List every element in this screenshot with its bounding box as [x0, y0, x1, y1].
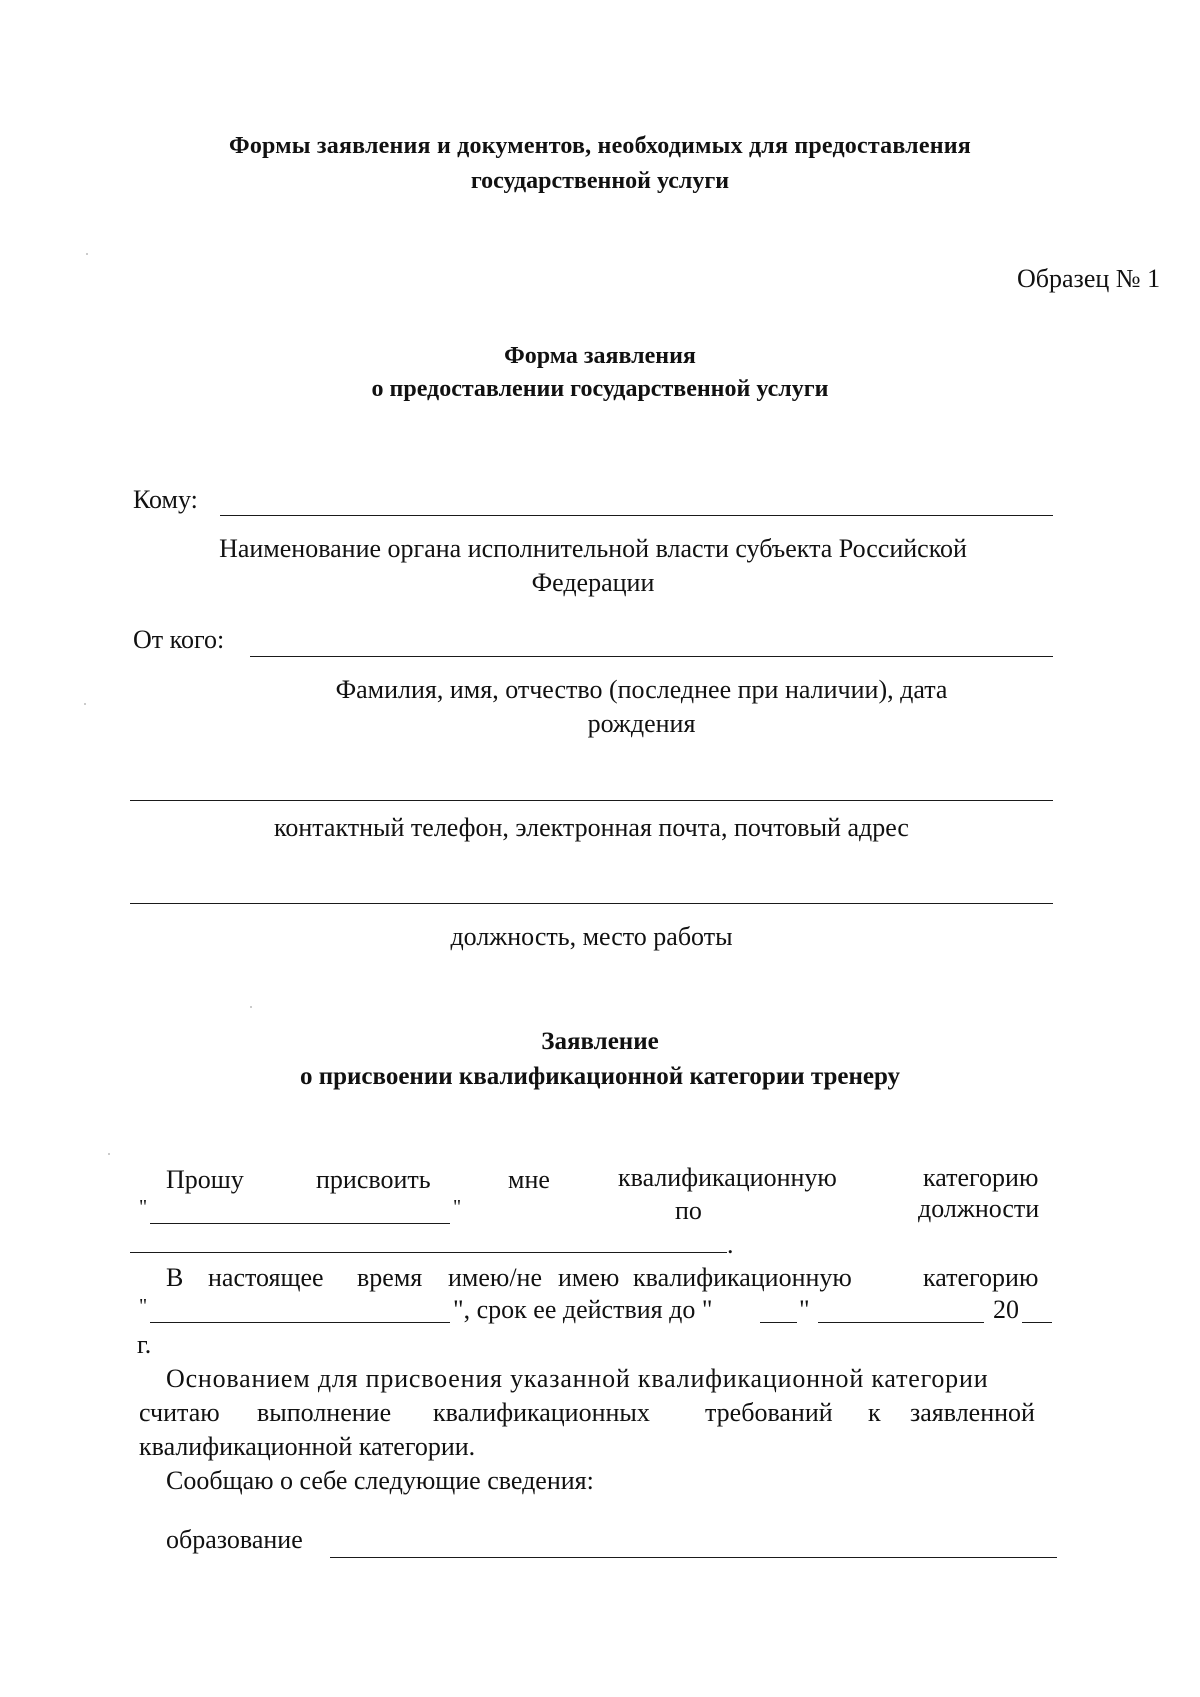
- sample-label: Образец № 1: [1017, 264, 1161, 293]
- application-title: Заявление: [541, 1028, 659, 1055]
- sender-name-field[interactable]: [250, 656, 1053, 657]
- close-quote: ": [453, 1196, 462, 1218]
- position-caption: должность, место работы: [450, 922, 733, 951]
- p2-valid-until: ", срок ее действия до ": [453, 1295, 713, 1324]
- p1-word: присвоить: [316, 1165, 431, 1194]
- p3-word: к: [868, 1398, 881, 1427]
- sender-label: От кого:: [133, 625, 225, 654]
- day-field[interactable]: [760, 1322, 797, 1323]
- p4-text: Сообщаю о себе следующие сведения:: [166, 1466, 594, 1495]
- sender-caption-line1: Фамилия, имя, отчество (последнее при наличии), дата: [335, 675, 948, 704]
- p3-word: считаю: [139, 1398, 220, 1427]
- p2-word: В: [166, 1263, 184, 1292]
- p2-word: настоящее: [208, 1263, 324, 1292]
- scan-speck: [84, 703, 86, 705]
- p2-year: 20: [993, 1295, 1019, 1324]
- open-quote: ": [139, 1295, 148, 1317]
- recipient-label: Кому:: [133, 485, 198, 514]
- month-field[interactable]: [818, 1322, 984, 1323]
- p1-word: квалификационную: [618, 1163, 837, 1192]
- scan-speck: [250, 1006, 252, 1008]
- education-field[interactable]: [330, 1557, 1057, 1558]
- position-name-field[interactable]: [130, 1252, 727, 1253]
- document-title-line2: государственной услуги: [470, 168, 730, 194]
- scan-speck: [108, 1153, 110, 1155]
- p2-word: имею/не: [448, 1263, 543, 1292]
- p2-word: категорию: [923, 1263, 1039, 1292]
- p1-word: категорию: [923, 1163, 1039, 1192]
- current-category-field[interactable]: [150, 1322, 450, 1323]
- contacts-caption: контактный телефон, электронная почта, почтовый адрес: [274, 813, 909, 842]
- position-field[interactable]: [130, 903, 1053, 904]
- p2-year-suffix: г.: [137, 1330, 152, 1359]
- p1-position: должности: [918, 1194, 1040, 1223]
- p1-end: .: [727, 1230, 734, 1259]
- open-quote: ": [139, 1196, 148, 1218]
- p2-word: время: [357, 1263, 423, 1292]
- recipient-caption-line2: Федерации: [531, 568, 655, 597]
- scan-speck: [86, 253, 88, 255]
- form-title-line1: Форма заявления: [504, 343, 696, 369]
- p3-line3: квалификационной категории.: [139, 1432, 476, 1461]
- contacts-field[interactable]: [130, 800, 1053, 801]
- p1-word: мне: [508, 1165, 550, 1194]
- p2-word: имею: [558, 1263, 620, 1292]
- p2-word: квалификационную: [633, 1263, 852, 1292]
- p1-word: Прошу: [166, 1165, 244, 1194]
- p1-by: по: [675, 1196, 702, 1225]
- recipient-field[interactable]: [220, 515, 1053, 516]
- p3-line1: Основанием для присвоения указанной квалификационной категории: [166, 1364, 989, 1393]
- document-title-line1: Формы заявления и документов, необходимых для предоставления: [229, 133, 971, 159]
- education-label: образование: [166, 1525, 303, 1554]
- p3-word: квалификационных: [433, 1398, 650, 1427]
- category-field[interactable]: [150, 1223, 450, 1224]
- p3-word: заявленной: [910, 1398, 1035, 1427]
- p3-word: требований: [705, 1398, 833, 1427]
- sender-caption-line2: рождения: [587, 709, 696, 738]
- p3-word: выполнение: [257, 1398, 392, 1427]
- p2-close-quote: ": [799, 1295, 810, 1324]
- form-title-line2: о предоставлении государственной услуги: [371, 376, 829, 402]
- application-subtitle: о присвоении квалификационной категории тренеру: [299, 1063, 901, 1090]
- year-field[interactable]: [1022, 1322, 1052, 1323]
- recipient-caption-line1: Наименование органа исполнительной власти субъекта Российской: [219, 534, 967, 563]
